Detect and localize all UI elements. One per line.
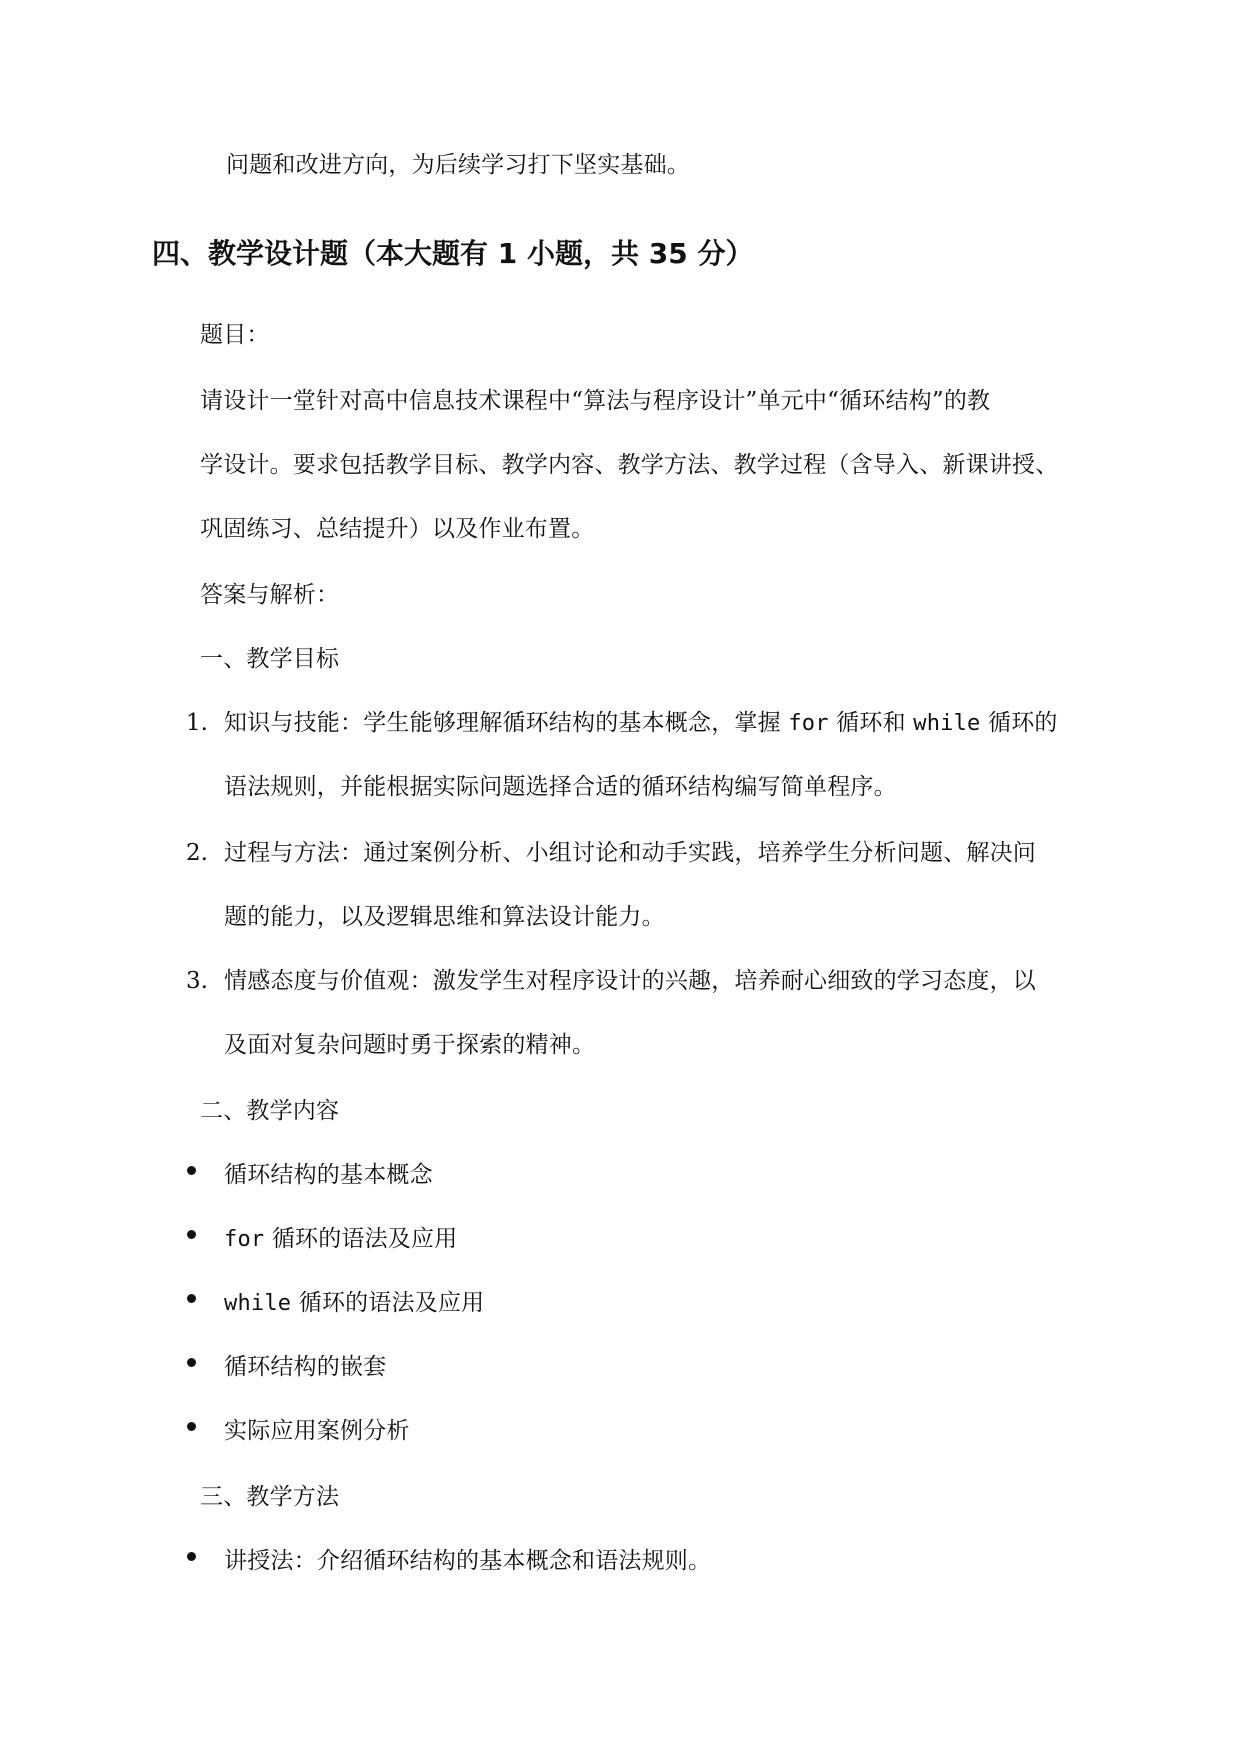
bullet-icon — [187, 1422, 196, 1431]
continuation-text: 问题和改进方向，为后续学习打下坚实基础。 — [226, 152, 690, 178]
code-while: while — [224, 1291, 292, 1316]
objective-1-line-1 — [224, 708, 1058, 739]
bullet-icon — [187, 1552, 196, 1561]
content-item-5: 实际应用案例分析 — [224, 1418, 410, 1444]
objective-3-line-1: 情感态度与价值观：激发学生对程序设计的兴趣，培养耐心细致的学习态度，以 — [224, 968, 1036, 994]
objective-1-number: 1. — [186, 710, 208, 736]
objective-1-line-2: 语法规则，并能根据实际问题选择合适的循环结构编写简单程序。 — [224, 774, 897, 800]
objective-1-text-a: 知识与技能：学生能够理解循环结构的基本概念，掌握 — [224, 710, 789, 736]
code-while: while — [913, 711, 981, 736]
methods-item-1: 讲授法：介绍循环结构的基本概念和语法规则。 — [224, 1548, 712, 1574]
objectives-title: 一、教学目标 — [200, 646, 340, 672]
objective-2-line-2: 题的能力，以及逻辑思维和算法设计能力。 — [224, 904, 665, 930]
content-item-3-text: 循环的语法及应用 — [291, 1290, 485, 1316]
methods-title: 三、教学方法 — [200, 1484, 340, 1510]
content-item-2 — [224, 1224, 457, 1255]
content-item-1: 循环结构的基本概念 — [224, 1162, 433, 1188]
bullet-icon — [187, 1230, 196, 1239]
bullet-icon — [187, 1166, 196, 1175]
objective-3-line-2: 及面对复杂问题时勇于探索的精神。 — [224, 1032, 596, 1058]
objective-1-text-c: 循环的 — [980, 710, 1058, 736]
question-line-1: 请设计一堂针对高中信息技术课程中“算法与程序设计”单元中“循环结构”的教 — [200, 388, 991, 414]
content-item-4: 循环结构的嵌套 — [224, 1354, 387, 1380]
code-for: for — [788, 711, 829, 736]
bullet-icon — [187, 1294, 196, 1303]
question-line-3: 巩固练习、总结提升）以及作业布置。 — [200, 516, 595, 542]
answer-label: 答案与解析： — [200, 582, 340, 608]
objective-2-number: 2. — [186, 840, 208, 866]
content-item-3 — [224, 1288, 484, 1319]
section-heading: 四、教学设计题（本大题有 1 小题，共 35 分） — [152, 237, 754, 270]
code-for: for — [224, 1227, 265, 1252]
question-label: 题目： — [200, 322, 270, 348]
bullet-icon — [187, 1358, 196, 1367]
content-item-2-text: 循环的语法及应用 — [264, 1226, 458, 1252]
content-title: 二、教学内容 — [200, 1098, 340, 1124]
objective-3-number: 3. — [186, 968, 208, 994]
objective-2-line-1: 过程与方法：通过案例分析、小组讨论和动手实践，培养学生分析问题、解决问 — [224, 840, 1036, 866]
objective-1-text-b: 循环和 — [828, 710, 914, 736]
question-line-2: 学设计。要求包括教学目标、教学内容、教学方法、教学过程（含导入、新课讲授、 — [200, 452, 1059, 478]
